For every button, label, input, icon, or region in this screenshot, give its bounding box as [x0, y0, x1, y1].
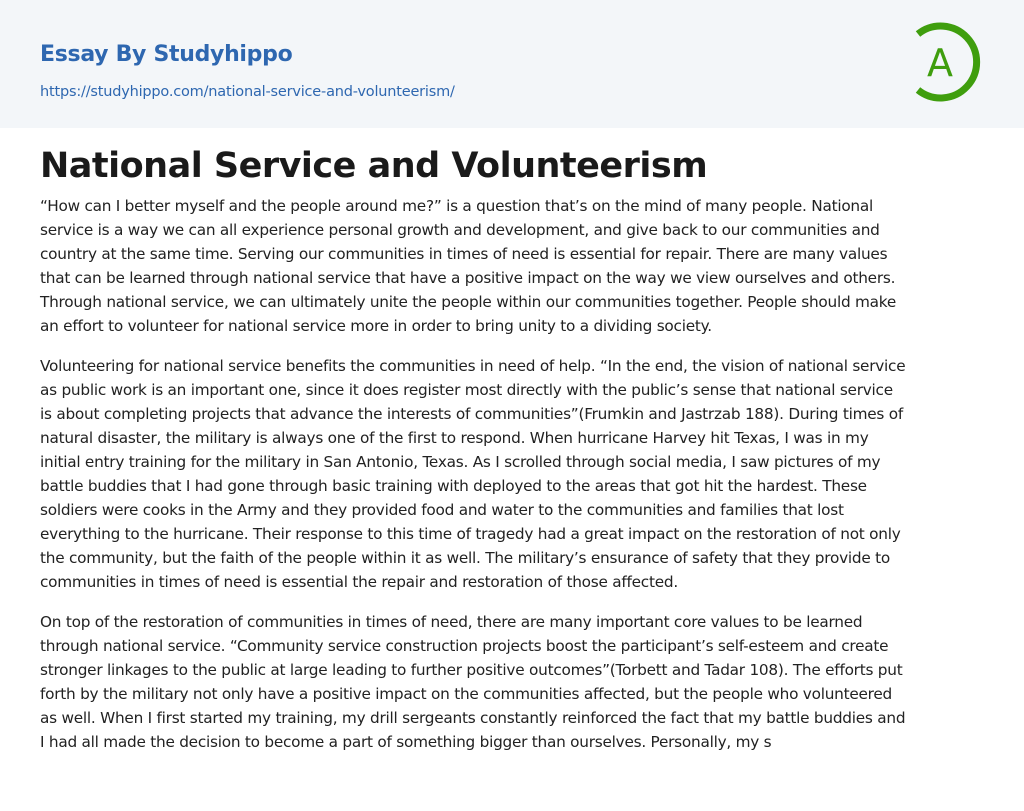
paragraph-line: everything to the hurricane. Their response to this time of tragedy had a great impact on the restoration of not only	[40, 525, 901, 543]
paragraph-line: Through national service, we can ultimately unite the people within our communities together. People should make	[40, 293, 897, 311]
paragraph-line: stronger linkages to the public at large leading to further positive outcomes”(Torbett and Tadar 108). The efforts put	[40, 661, 903, 679]
paragraph-line: communities in times of need is essential the repair and restoration of those affected.	[40, 573, 678, 591]
paragraph-line: battle buddies that I had gone through basic training with deployed to the areas that got hit the hardest. These	[40, 477, 867, 495]
paragraph-line: initial entry training for the military in San Antonio, Texas. As I scrolled through social media, I saw pictures of my	[40, 453, 881, 471]
studyhippo-logo[interactable]	[908, 18, 988, 106]
paragraph-line: On top of the restoration of communities in times of need, there are many important core values to be learned	[40, 613, 863, 631]
paragraph-line: I had all made the decision to become a part of something bigger than ourselves. Personally, my s	[40, 733, 772, 751]
brand-title: Essay By Studyhippo	[40, 42, 293, 67]
essay-paragraph	[40, 610, 1000, 754]
site-header	[0, 0, 1024, 128]
paragraph-line: the community, but the faith of the people within it as well. The military’s ensurance of safety that they provide to	[40, 549, 890, 567]
paragraph-line: natural disaster, the military is always one of the first to respond. When hurricane Harvey hit Texas, I was in my	[40, 429, 869, 447]
paragraph-line: an effort to volunteer for national service more in order to bring unity to a dividing society.	[40, 317, 712, 335]
paragraph-line: is about completing projects that advance the interests of communities”(Frumkin and Jastrzab 188). During times of	[40, 405, 903, 423]
essay-paragraph	[40, 194, 1000, 338]
paragraph-line: that can be learned through national service that have a positive impact on the way we view ourselves and others.	[40, 269, 896, 287]
paragraph-line: “How can I better myself and the people around me?” is a question that’s on the mind of many people. National	[40, 197, 873, 215]
paragraph-line: through national service. “Community service construction projects boost the participant’s self-esteem and create	[40, 637, 889, 655]
essay-title: National Service and Volunteerism	[40, 146, 708, 186]
paragraph-line: country at the same time. Serving our communities in times of need is essential for repair. There are many values	[40, 245, 888, 263]
essay-url-link[interactable]: https://studyhippo.com/national-service-and-volunteerism/	[40, 84, 455, 100]
paragraph-line: service is a way we can all experience personal growth and development, and give back to our communities and	[40, 221, 880, 239]
paragraph-line: soldiers were cooks in the Army and they provided food and water to the communities and families that lost	[40, 501, 844, 519]
paragraph-line: as public work is an important one, since it does register most directly with the public’s sense that national service	[40, 381, 893, 399]
essay-paragraph	[40, 354, 1000, 594]
logo-icon	[908, 18, 988, 106]
essay-body	[40, 194, 1000, 770]
paragraph-line: forth by the military not only have a positive impact on the communities affected, but the people who volunteered	[40, 685, 893, 703]
paragraph-line: Volunteering for national service benefits the communities in need of help. “In the end, the vision of national service	[40, 357, 906, 375]
svg-text:A: A	[927, 41, 953, 85]
paragraph-line: as well. When I first started my training, my drill sergeants constantly reinforced the fact that my battle buddies and	[40, 709, 906, 727]
